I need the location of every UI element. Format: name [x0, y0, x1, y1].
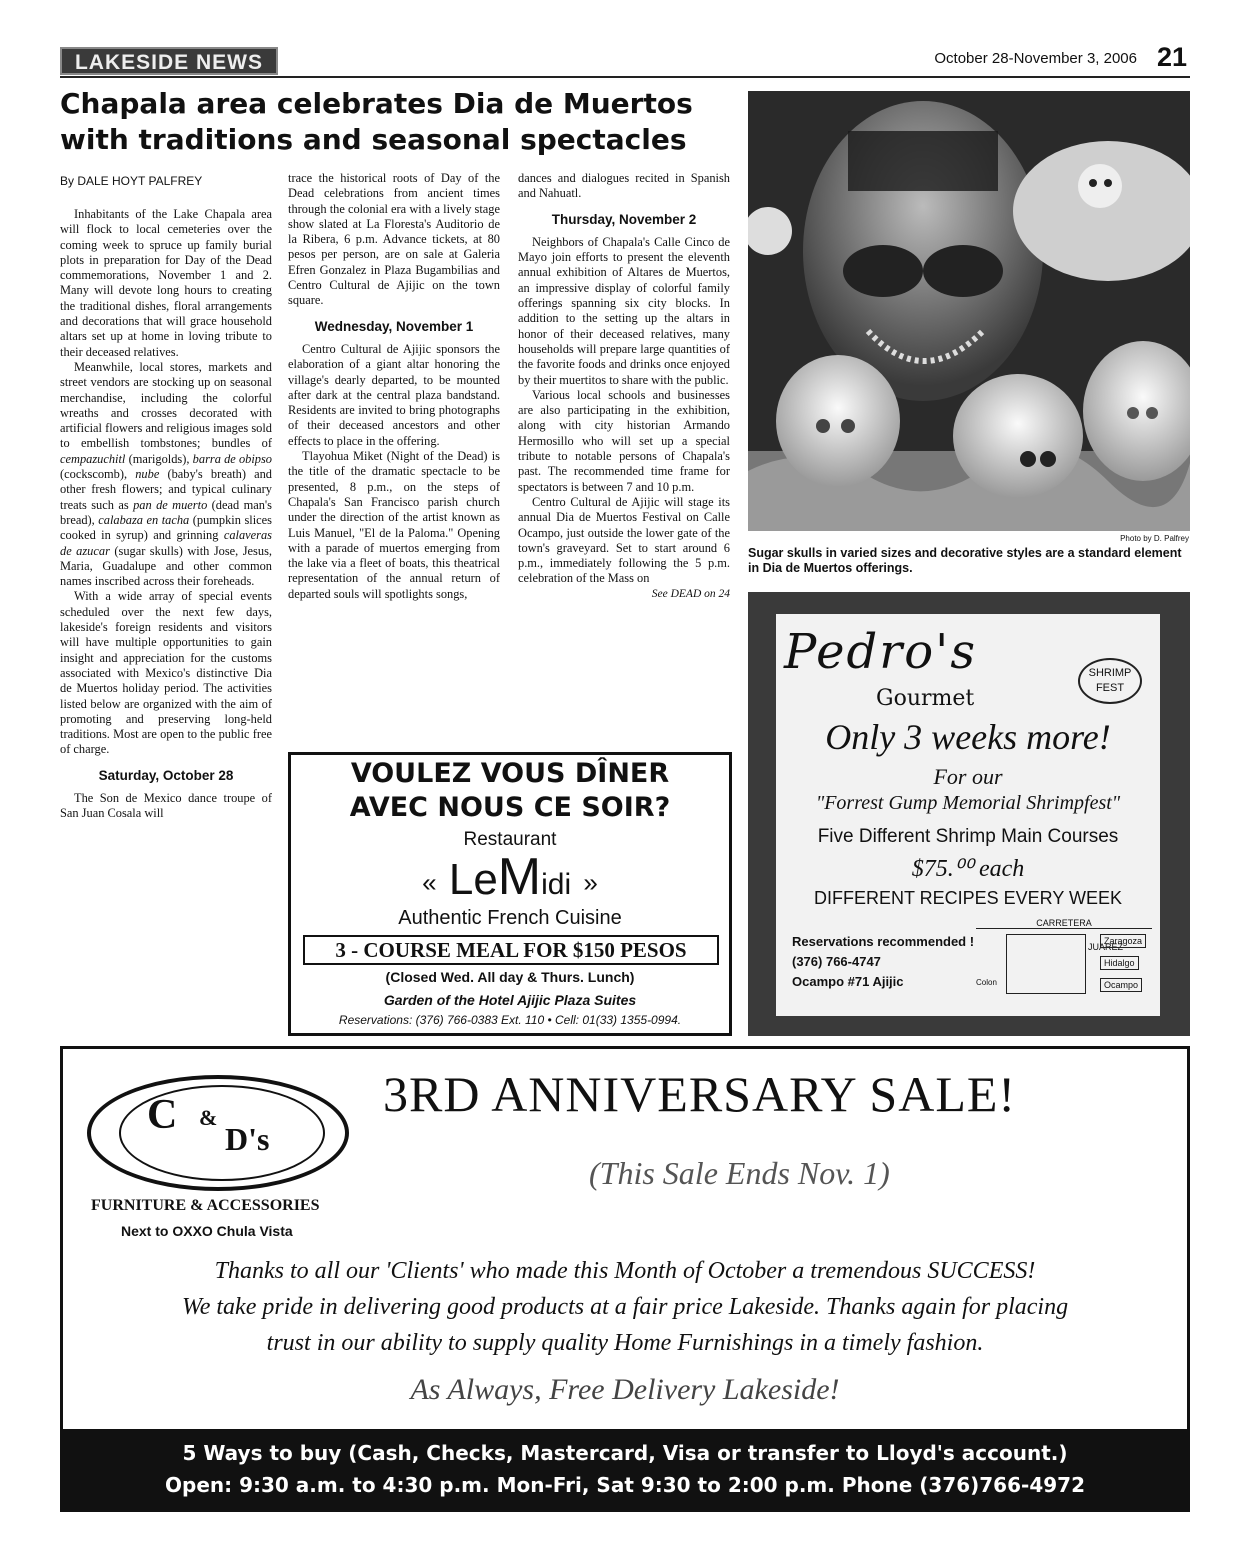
- lemidi-headline: [291, 757, 729, 825]
- map-zaragoza: Zaragoza: [1100, 934, 1146, 948]
- sugar-skulls-illustration: [748, 91, 1190, 531]
- event-name: "Forrest Gump Memorial Shrimpfest": [815, 792, 1121, 814]
- pedros-name: Pedro's: [784, 624, 977, 680]
- pedros-ad-panel: [776, 614, 1160, 1016]
- map-ocampo: Ocampo: [1100, 978, 1142, 992]
- subhead-thursday: Thursday, November 2: [551, 211, 697, 227]
- paragraph: Meanwhile, local stores, markets and street vendors are stocking up on seasonal merchandise, including the colorful wreaths and crosses decorated with artificial flowers and religious images sold to embellish tombstones; bundles of cempazuchitl (marigolds), barra de obipso (cockscomb), nube (baby's breath) and other fresh flowers; and typical culinary treats such as pan de muerto (dead man's bread), calabaza en tacha (pumpkin slices cooked in syrup) and grinning calaveras de azucar (sugar skulls) with Jose, Jesus, Maria, Guadalupe and other common names inscribed across their foreheads.: [60, 359, 273, 589]
- cd-payment-ways: 5 Ways to buy (Cash, Checks, Mastercard, Visa or transfer to Lloyd's account.): [182, 1441, 1068, 1465]
- lemidi-headline-2: AVEC NOUS CE SOIR?: [349, 792, 671, 823]
- cd-thanks-line-2: We take pride in delivering good products at a fair price Lakeside. Thanks again for placing: [181, 1294, 1069, 1320]
- cd-thanks: [63, 1253, 1187, 1361]
- lemidi-cuisine: Authentic French Cuisine: [398, 907, 622, 929]
- article-column-1: [60, 207, 272, 822]
- lemidi-offer: 3 - COURSE MEAL FOR $150 PESOS: [303, 935, 719, 965]
- price: $75.⁰⁰ each: [911, 856, 1025, 882]
- photo-caption: Sugar skulls in varied sizes and decorative styles are a standard element in Dia de Muertos offerings.: [748, 546, 1182, 575]
- cd-hours-phone[interactable]: Open: 9:30 a.m. to 4:30 p.m. Mon-Fri, Sat 9:30 to 2:00 p.m. Phone (376)766-4972: [165, 1473, 1085, 1497]
- cd-location: Next to OXXO Chula Vista: [121, 1223, 293, 1239]
- paragraph: trace the historical roots of Day of the Dead celebrations from ancient times through the colonial era with a lively stage show slated at La Floresta's Auditorio de la Ribera, 6 p.m. Advance tickets, at 80 pesos per person, are on sale at Galeria Efren Gonzalez in Plaza Bugambilias and Centro Cultural de Ajijic on the town square.: [288, 171, 500, 308]
- paragraph: The Son de Mexico dance troupe of San Juan Cosala will: [60, 790, 272, 821]
- cd-info-bar: [63, 1429, 1187, 1509]
- paragraph: dances and dialogues recited in Spanish and Nahuatl.: [518, 171, 730, 201]
- jump-line[interactable]: See DEAD on 24: [651, 587, 730, 600]
- pedros-contact: [792, 932, 974, 992]
- reservations-note: Reservations recommended !: [792, 934, 975, 949]
- cd-logo-d: D's: [225, 1121, 270, 1157]
- pedros-address: Ocampo #71 Ajijic: [792, 974, 904, 989]
- headline-line-2: with traditions and seasonal spectacles: [60, 123, 687, 156]
- subhead-saturday: Saturday, October 28: [98, 767, 234, 783]
- courses: Five Different Shrimp Main Courses: [817, 826, 1119, 847]
- article-column-3: [518, 171, 730, 602]
- article-column-2: [288, 171, 500, 602]
- headline-line-1: Chapala area celebrates Dia de Muertos: [60, 87, 693, 120]
- le-midi-ad: [288, 752, 732, 1036]
- lemidi-garden: Garden of the Hotel Ajijic Plaza Suites: [383, 992, 637, 1008]
- paragraph: Centro Cultural de Ajijic will stage its annual Dia de Muertos Festival on Calle Ocampo, just outside the lower gate of the town's graveyard. Set to start around 6 p.m., immediately following the 5 p.m. celebration of the Mass on: [518, 494, 730, 586]
- shrimp-fest-badge: SHRIMP FEST: [1078, 658, 1142, 704]
- pedros-gourmet-ad: [748, 592, 1190, 1036]
- map-colon: Colon: [976, 978, 997, 987]
- map-block: [1006, 934, 1086, 994]
- paragraph: With a wide array of special events scheduled over the next few days, lakeside's foreign residents and visitors will have multiple opportunities to gain insight and appreciation for the customs associated with Mexico's distinctive Dia de Muertos holiday period. The activities listed below are organized with the aim of promoting and preserving long-held traditions. Most are open to the public free of charge.: [60, 589, 272, 757]
- section-tag: LAKESIDE NEWS: [60, 47, 278, 75]
- map-carretera: CARRETERA: [976, 918, 1152, 929]
- issue-date: October 28-November 3, 2006: [934, 50, 1137, 67]
- page-number: 21: [1156, 42, 1187, 72]
- map-hidalgo: Hidalgo: [1100, 956, 1139, 970]
- cd-delivery: As Always, Free Delivery Lakeside!: [410, 1373, 840, 1406]
- byline: By DALE HOYT PALFREY: [60, 174, 203, 188]
- cd-furniture-ad: [60, 1046, 1190, 1512]
- lemidi-headline-1: VOULEZ VOUS DÎNER: [350, 758, 670, 789]
- header-rule: [60, 76, 1190, 78]
- sugar-skulls-photo: [748, 91, 1190, 531]
- photo-credit: Photo by D. Palfrey: [1120, 534, 1189, 543]
- paragraph: Tlayohua Miket (Night of the Dead) is the title of the dramatic spectacle to be presented, 8 p.m., on the steps of Chapala's San Francisco parish church under the direction of the artist known as Luis Manuel, "El de la Paloma." Opening with a parade of muertos emerging from the lake via a fleet of boats, this theatrical representation of the annual return of departed souls will spotlights songs,: [288, 449, 500, 601]
- cd-tagline: FURNITURE & ACCESSORIES: [91, 1197, 320, 1214]
- cd-thanks-line-3: trust in our ability to supply quality Home Furnishings in a timely fashion.: [266, 1330, 984, 1356]
- lemidi-reservations[interactable]: Reservations: (376) 766-0383 Ext. 110 • Cell: 01(33) 1355-0994.: [338, 1013, 682, 1027]
- recipes-weekly: DIFFERENT RECIPES EVERY WEEK: [813, 888, 1123, 908]
- subhead-wednesday: Wednesday, November 1: [314, 318, 474, 334]
- cd-sale-title: 3RD ANNIVERSARY SALE!: [383, 1066, 1017, 1122]
- article-headline: [60, 86, 750, 158]
- paragraph: Inhabitants of the Lake Chapala area will flock to local cemeteries over the coming week to spruce up family burial plots in preparation for Day of the Dead commemorations, November 1 and 2. Many will devote long hours to creating the traditional dishes, floral arrangements and decorations that will grace household altars set up at home in loving tribute to their deceased relatives.: [60, 207, 272, 359]
- only-three-weeks: Only 3 weeks more!: [825, 717, 1111, 757]
- lemidi-closed: (Closed Wed. All day & Thurs. Lunch): [385, 969, 635, 985]
- cd-logo: [87, 1075, 349, 1191]
- for-our: For our: [933, 764, 1003, 789]
- pedros-gourmet: Gourmet: [876, 686, 975, 711]
- cd-sale-ends: (This Sale Ends Nov. 1): [589, 1155, 890, 1191]
- pedros-phone[interactable]: (376) 766-4747: [792, 954, 881, 969]
- cd-thanks-line-1: Thanks to all our 'Clients' who made this Month of October a tremendous SUCCESS!: [214, 1258, 1036, 1284]
- map-juarez: JUAREZ: [1088, 942, 1124, 952]
- paragraph: Centro Cultural de Ajijic sponsors the elaboration of a giant altar honoring the village's dearly departed, to be mounted after dark at the central plaza bandstand. Residents are invited to bring photographs of their deceased ancestors and other effects to place in the offering.: [288, 341, 500, 448]
- paragraph: Neighbors of Chapala's Calle Cinco de Mayo join efforts to present the eleventh annual exhibition of Altares de Muertos, an impressive display of colorful family offerings spanning six city blocks. In addition to the setting up the altars in honor of their deceased relatives, many households will prepare large quantities of the favorite foods and drinks once enjoyed by their muertitos to share with the public.: [518, 234, 730, 387]
- cd-logo-amp: &: [199, 1105, 218, 1130]
- paragraph: Various local schools and businesses are also participating in the exhibition, along with city historian Armando Hermosillo who will set up a special tribute to notable persons of Chapala's past. The recommended time frame for spectators is between 7 and 10 p.m.: [518, 387, 730, 494]
- cd-logo-c: C: [147, 1092, 178, 1138]
- lemidi-logo: « LeMidi »: [422, 848, 598, 906]
- location-map: [976, 918, 1152, 996]
- lemidi-restaurant-label: Restaurant: [463, 829, 557, 850]
